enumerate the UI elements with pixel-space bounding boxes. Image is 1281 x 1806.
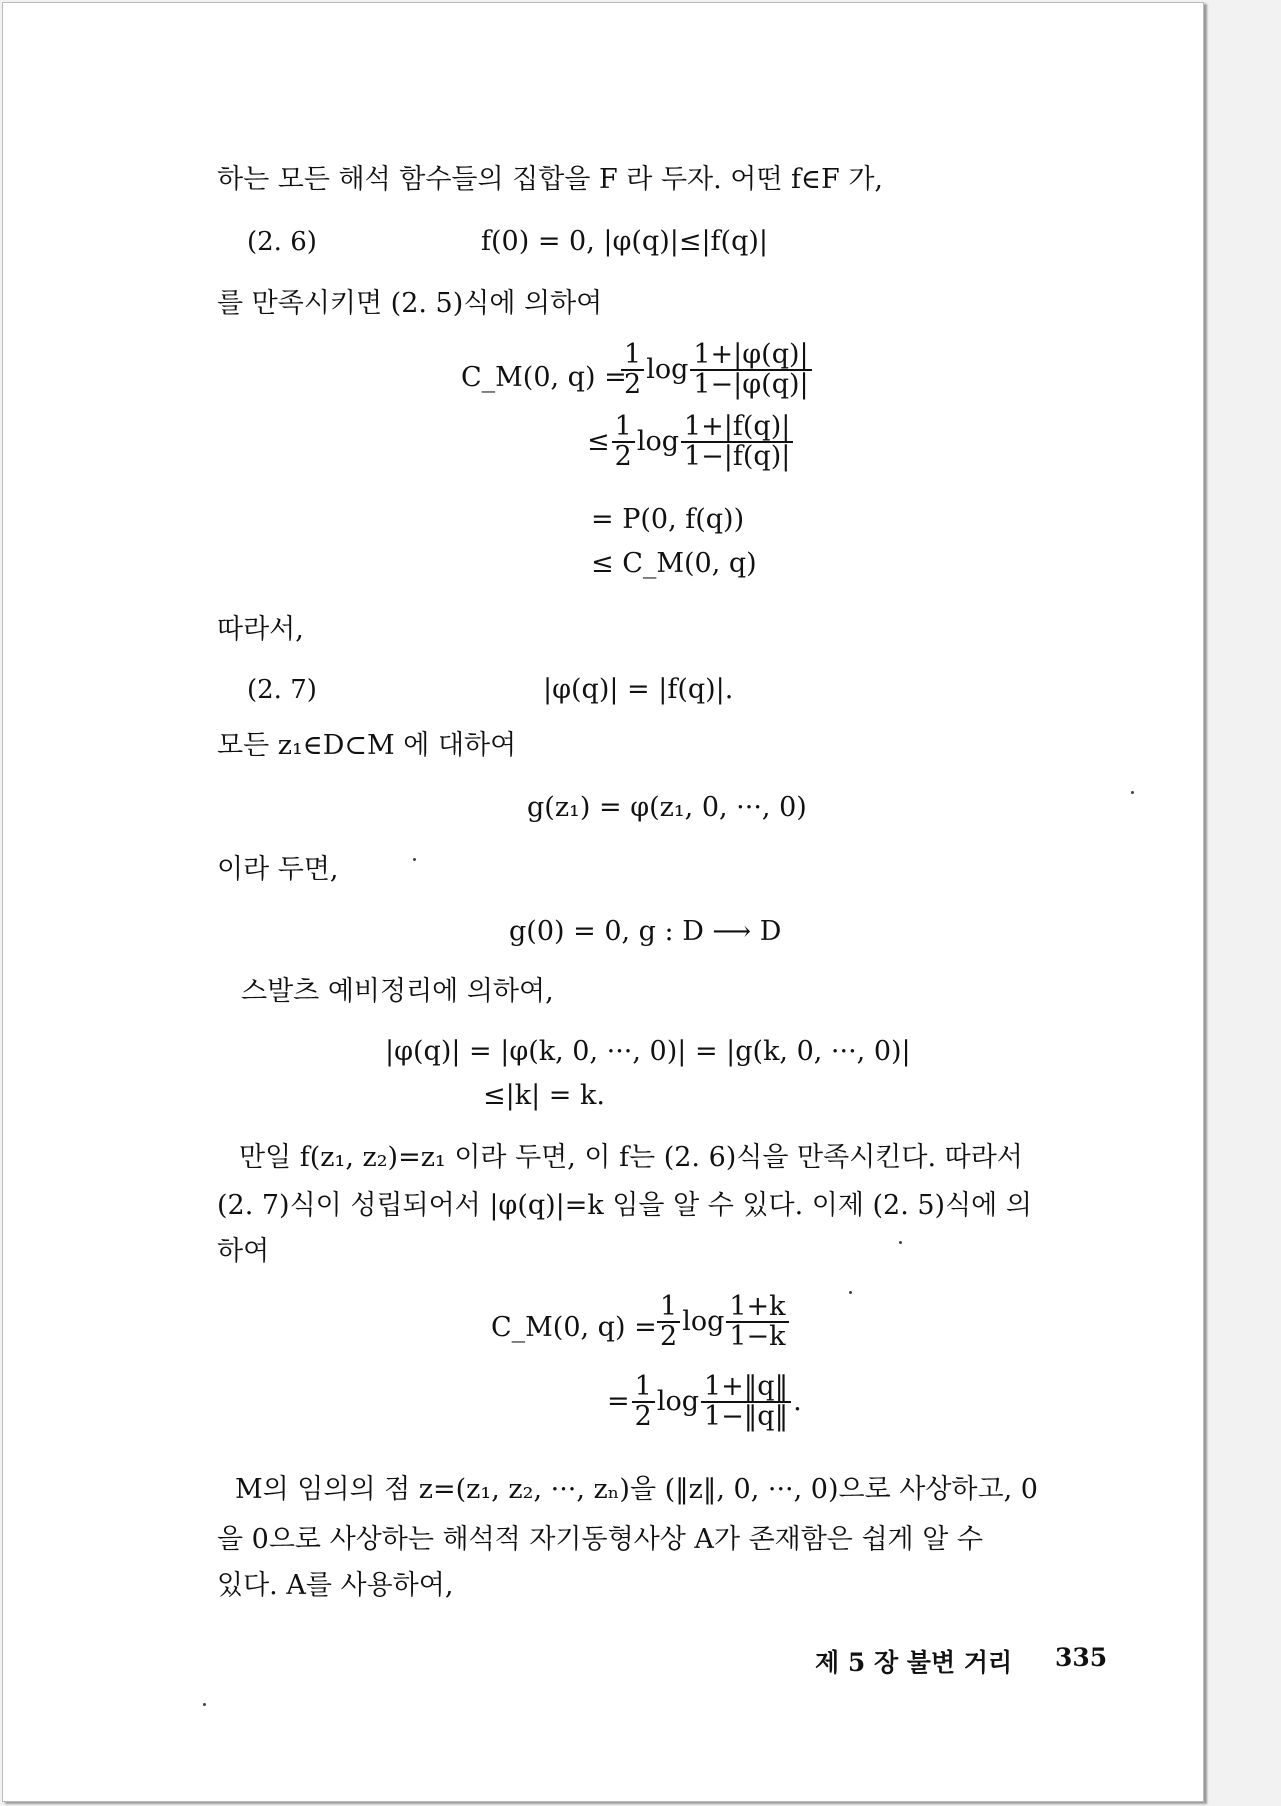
scan-speck [413, 858, 416, 861]
equation: g(z₁) = φ(z₁, 0, ···, 0) [527, 792, 807, 823]
equation-rhs-row: = $\frac{1}{2}$ log $\frac{1+‖q‖}{1-‖q‖}$ . [607, 1371, 802, 1433]
fraction-half: $\frac{1}{2}$ [621, 341, 644, 400]
equation-row: = P(0, f(q)) [591, 504, 745, 535]
equation-rhs-row: $\frac{1}{2}$ log $\frac{1+|\varphi(q)|}{1-|\varphi(q)|}$ [619, 341, 814, 400]
fraction-half: $\frac{1}{2}$ [612, 413, 635, 472]
text-line: M의 임의의 점 z=(z₁, z₂, ···, zₙ)을 (‖z‖, 0, ···, 0)으로 사상하고, 0 [235, 1474, 1038, 1505]
equation-row: ≤ C_M(0, q) [591, 548, 757, 579]
scan-speck [849, 1291, 852, 1294]
text-line: 따라서, [217, 614, 304, 645]
fraction-half: $\frac{1}{2}$ [657, 1293, 680, 1352]
running-footer-chapter: 제 5 장 불변 거리 [815, 1648, 1013, 1677]
equation-rhs-row: $\frac{1}{2}$ log $\frac{1+k}{1-k}$ [655, 1293, 791, 1352]
equation: |φ(q)| = |φ(k, 0, ···, 0)| = |g(k, 0, ···, 0)| [385, 1036, 911, 1067]
fraction: $\frac{1+k}{1-k}$ [726, 1293, 788, 1352]
equation-rhs-row: ≤ $\frac{1}{2}$ log $\frac{1+|f(q)|}{1-|f(q)|}$ [587, 413, 795, 472]
scan-speck [1131, 791, 1134, 794]
equation: g(0) = 0, g : D ⟶ D [509, 916, 782, 947]
equation-label: (2. 7) [247, 675, 317, 705]
equation-lhs: C_M(0, q) = [461, 362, 627, 393]
scan-speck [203, 1703, 206, 1706]
text-line: 하여 [217, 1236, 270, 1267]
text-line: (2. 7)식이 성립되어서 |φ(q)|=k 임을 알 수 있다. 이제 (2. 5)식에 의 [217, 1190, 1032, 1221]
fraction: $\frac{1+|\varphi(q)|}{1-|\varphi(q)|}$ [690, 341, 811, 400]
book-page [2, 2, 1204, 1802]
text-line: 이라 두면, [217, 854, 339, 885]
page-number: 335 [1055, 1643, 1108, 1672]
equation-label: (2. 6) [247, 227, 317, 257]
fraction: $\frac{1+‖q‖}{1-‖q‖}$ [701, 1373, 791, 1432]
fraction: $\frac{1+|f(q)|}{1-|f(q)|}$ [681, 413, 793, 472]
scan-speck [899, 1241, 902, 1244]
text-line: 을 0으로 사상하는 해석적 자기동형사상 A가 존재함은 쉽게 알 수 [217, 1524, 983, 1555]
text-line: 모든 z₁∈D⊂M 에 대하여 [217, 730, 517, 761]
text-line: 있다. A를 사용하여, [217, 1570, 454, 1601]
text-line: 만일 f(z₁, z₂)=z₁ 이라 두면, 이 f는 (2. 6)식을 만족시킨다. 따라서 [239, 1142, 1023, 1173]
equation: ≤|k| = k. [483, 1080, 605, 1111]
text-line: 를 만족시키면 (2. 5)식에 의하여 [217, 288, 603, 319]
equation: f(0) = 0, |φ(q)|≤|f(q)| [481, 226, 768, 257]
equation-lhs: C_M(0, q) = [491, 1312, 657, 1343]
text-line: 스발츠 예비정리에 의하여, [241, 976, 554, 1007]
text-line: 하는 모든 해석 함수들의 집합을 F 라 두자. 어떤 f∈F 가, [217, 164, 883, 195]
fraction-half: $\frac{1}{2}$ [632, 1373, 655, 1432]
equation: |φ(q)| = |f(q)|. [543, 674, 734, 705]
